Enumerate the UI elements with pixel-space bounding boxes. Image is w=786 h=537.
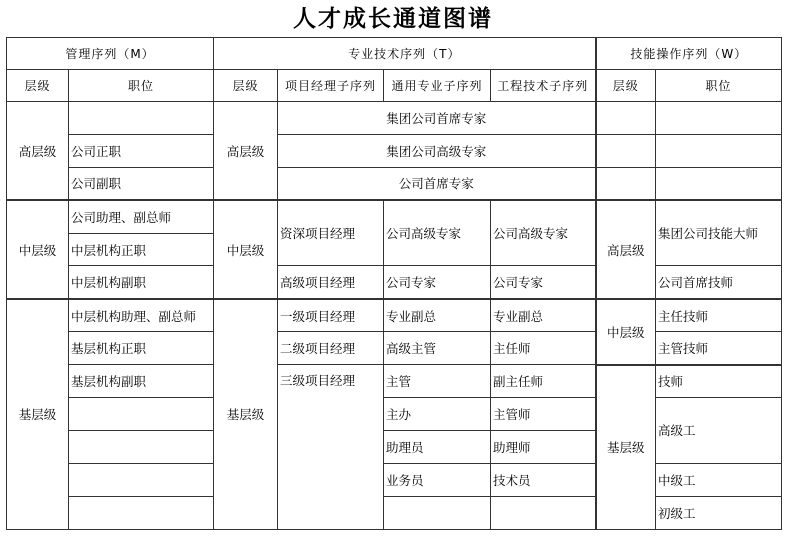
pm-subsequence-header: 项目经理子序列 xyxy=(278,70,384,102)
mgmt-position-cell: 中层机构助理、副总师 xyxy=(69,299,214,332)
general-position-cell: 专业副总 xyxy=(384,299,491,332)
mgmt-level-high: 高层级 xyxy=(7,102,69,201)
mgmt-position-cell: 中层机构正职 xyxy=(69,233,214,266)
eng-position-cell: 技术员 xyxy=(491,463,596,496)
skill-position-cell: 集团公司技能大师 xyxy=(656,200,782,266)
eng-position-cell: 主任师 xyxy=(491,332,596,365)
mgmt-position-header: 职位 xyxy=(69,70,214,102)
skill-level-high: 高层级 xyxy=(596,200,656,299)
tech-level-mid: 中层级 xyxy=(214,200,278,299)
eng-position-cell: 助理师 xyxy=(491,430,596,463)
tech-high-position: 集团公司首席专家 xyxy=(278,102,596,135)
skill-level-cell xyxy=(596,134,656,167)
skill-sequence-header: 技能操作序列（W） xyxy=(596,38,782,70)
general-position-cell: 公司高级专家 xyxy=(384,200,491,266)
tech-level-high: 高层级 xyxy=(214,102,278,201)
mgmt-position-cell: 基层机构正职 xyxy=(69,332,214,365)
mgmt-level-base: 基层级 xyxy=(7,299,69,529)
general-position-cell xyxy=(384,496,491,529)
talent-growth-table xyxy=(6,37,782,530)
mgmt-position-cell xyxy=(69,102,214,135)
eng-subsequence-header: 工程技术子序列 xyxy=(491,70,596,102)
skill-position-cell: 主管技师 xyxy=(656,332,782,365)
general-position-cell: 主管 xyxy=(384,365,491,398)
mgmt-position-cell: 公司副职 xyxy=(69,167,214,200)
skill-position-header: 职位 xyxy=(656,70,782,102)
general-position-cell: 主办 xyxy=(384,398,491,431)
mgmt-position-cell xyxy=(69,463,214,496)
mgmt-position-cell: 公司助理、副总师 xyxy=(69,200,214,233)
skill-position-cell: 初级工 xyxy=(656,496,782,529)
mgmt-position-cell: 基层机构副职 xyxy=(69,365,214,398)
skill-position-cell: 主任技师 xyxy=(656,299,782,332)
mgmt-level-header: 层级 xyxy=(7,70,69,102)
skill-level-cell xyxy=(596,167,656,200)
skill-position-cell xyxy=(656,102,782,135)
mgmt-level-mid: 中层级 xyxy=(7,200,69,299)
general-position-cell: 高级主管 xyxy=(384,332,491,365)
eng-position-cell xyxy=(491,496,596,529)
tech-level-base: 基层级 xyxy=(214,299,278,529)
mgmt-position-cell xyxy=(69,430,214,463)
pm-position-cell: 二级项目经理 xyxy=(278,332,384,365)
page-title: 人才成长通道图谱 xyxy=(293,5,493,32)
technical-sequence-header: 专业技术序列（T） xyxy=(214,38,596,70)
skill-position-cell xyxy=(656,167,782,200)
skill-position-cell: 中级工 xyxy=(656,463,782,496)
tech-high-position: 集团公司高级专家 xyxy=(278,134,596,167)
pm-position-cell: 三级项目经理 xyxy=(278,365,384,529)
eng-position-cell: 专业副总 xyxy=(491,299,596,332)
general-position-cell: 公司专家 xyxy=(384,266,491,299)
eng-position-cell: 公司专家 xyxy=(491,266,596,299)
eng-position-cell: 公司高级专家 xyxy=(491,200,596,266)
mgmt-position-cell xyxy=(69,398,214,431)
mgmt-position-cell: 公司正职 xyxy=(69,134,214,167)
pm-position-cell: 高级项目经理 xyxy=(278,266,384,299)
general-subsequence-header: 通用专业子序列 xyxy=(384,70,491,102)
pm-position-cell: 一级项目经理 xyxy=(278,299,384,332)
skill-position-cell: 高级工 xyxy=(656,398,782,464)
skill-level-header: 层级 xyxy=(596,70,656,102)
mgmt-position-cell xyxy=(69,496,214,529)
skill-position-cell xyxy=(656,134,782,167)
skill-position-cell: 技师 xyxy=(656,365,782,398)
skill-level-base: 基层级 xyxy=(596,365,656,529)
tech-level-header: 层级 xyxy=(214,70,278,102)
tech-high-position: 公司首席专家 xyxy=(278,167,596,200)
skill-position-cell: 公司首席技师 xyxy=(656,266,782,299)
skill-level-cell xyxy=(596,102,656,135)
eng-position-cell: 副主任师 xyxy=(491,365,596,398)
skill-level-mid: 中层级 xyxy=(596,299,656,365)
mgmt-position-cell: 中层机构副职 xyxy=(69,266,214,299)
general-position-cell: 助理员 xyxy=(384,430,491,463)
eng-position-cell: 主管师 xyxy=(491,398,596,431)
general-position-cell: 业务员 xyxy=(384,463,491,496)
management-sequence-header: 管理序列（M） xyxy=(7,38,214,70)
pm-position-cell: 资深项目经理 xyxy=(278,200,384,266)
